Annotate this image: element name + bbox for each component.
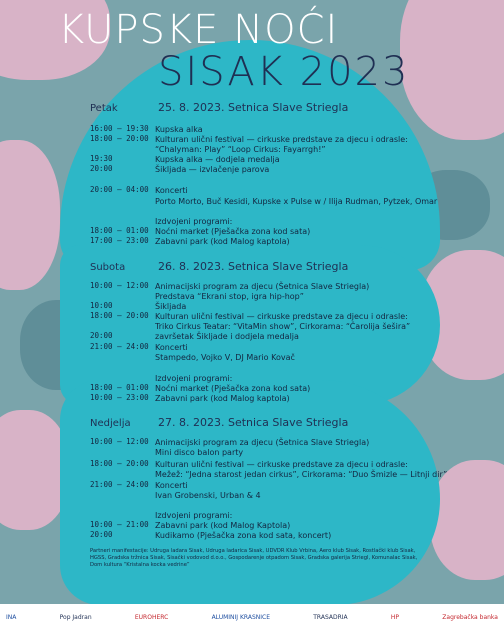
sponsor-logos — [0, 604, 504, 630]
event-desc: Animacijski program za djecu (Šetnica Slave Striegla) — [155, 438, 370, 447]
day-date: 27. 8. 2023. Setnica Slave Striegla — [158, 416, 349, 429]
event-desc: Predstava “Ekrani stop, igra hip-hop” — [155, 292, 304, 301]
event-desc: Kupska alka — dodjela medalja — [155, 155, 280, 164]
event-time: 20:00 — [90, 331, 113, 340]
event-time: 10:00 – 12:00 — [90, 437, 149, 446]
event-desc: Kupska alka — [155, 125, 203, 134]
event-desc: Ivan Grobenski, Urban & 4 — [155, 491, 261, 500]
event-time: 10:00 — [90, 301, 113, 310]
event-time: 18:00 – 20:00 — [90, 459, 149, 468]
sponsor-logo: EUROHERC — [134, 613, 169, 621]
event-time: 20:00 — [90, 530, 113, 539]
event-desc: Kudikamo (Pješačka zona kod sata, koncert) — [155, 531, 332, 540]
event-desc: Animacijski program za djecu (Šetnica Slave Striegla) — [155, 282, 370, 291]
event-desc: Koncerti — [155, 481, 188, 490]
bg-shape — [400, 0, 504, 140]
title-line2: SISAK 2023 — [158, 49, 410, 95]
day-header — [90, 260, 348, 273]
event-time: 18:00 – 01:00 — [90, 383, 149, 392]
event-desc: Porto Morto, Buč Kesidi, Kupske x Pulse w / Ilija Rudman, Pytzek, Omar — [155, 197, 438, 206]
event-desc: Zabavni park (kod Malog Kaptola) — [155, 521, 291, 530]
event-time: 20:00 — [90, 164, 113, 173]
sponsor-logo: HP — [390, 613, 400, 621]
event-desc: Šikljada — izvlačenje parova — [155, 165, 270, 174]
sponsor-logo: TRASADRIA — [313, 613, 348, 621]
event-time: 10:00 – 21:00 — [90, 520, 149, 529]
event-time: 20:00 – 04:00 — [90, 185, 149, 194]
event-desc: Mežež: “Jedna starost jedan cirkus”, Cirkorama: “Duo Šmizle — Litnji dir” — [155, 470, 448, 479]
title-line1: KUPSKE NOĆI — [58, 7, 339, 53]
event-time: 21:00 – 24:00 — [90, 480, 149, 489]
day-name: Subota — [90, 262, 126, 273]
event-time: 19:30 — [90, 154, 113, 163]
event-desc: Šikljada — [155, 302, 187, 311]
event-desc: Izdvojeni programi: — [155, 374, 233, 383]
event-desc: Noćni market (Pješačka zona kod sata) — [155, 384, 311, 393]
bg-shape — [0, 140, 60, 290]
event-desc: Kulturan ulični festival — cirkuske predstave za djecu i odrasle: — [155, 312, 408, 321]
event-desc: završetak Šikljade i dodjela medalja — [155, 332, 299, 341]
event-desc: Zabavni park (kod Malog kaptola) — [155, 237, 290, 246]
partners-text: Partneri manifestacije: Udruga ladara Sisak, Udruga ladarica Sisak, UDVDR Klub Vrbina, Aero klub Sisak, Rostlački klub Sisak, HGSS, Gradska tržnica Sisak, Sisački vodovod d.o.o., Gospodarenje otpadom Sisak, Gradska galerija Striegl, Komunalac Sisak, Dom kultura “Kristalna kocka vedrine” — [90, 548, 418, 569]
event-time: 18:00 – 20:00 — [90, 311, 149, 320]
sponsor-logo: ALUMINIJ KRASNICE — [211, 613, 270, 621]
day-name: Nedjelja — [90, 418, 131, 429]
day-date: 26. 8. 2023. Setnica Slave Striegla — [158, 260, 349, 273]
event-desc: Stampedo, Vojko V, DJ Mario Kovač — [155, 353, 295, 362]
event-desc: Triko Cirkus Teatar: “VitaMin show”, Cirkorama: “Čarolija šešira” — [155, 322, 411, 331]
event-desc: Koncerti — [155, 343, 188, 352]
event-time: 16:00 – 19:30 — [90, 124, 149, 133]
event-time: 10:00 – 12:00 — [90, 281, 149, 290]
event-time: 18:00 – 01:00 — [90, 226, 149, 235]
event-time: 18:00 – 20:00 — [90, 134, 149, 143]
event-time: 21:00 – 24:00 — [90, 342, 149, 351]
day-name: Petak — [90, 103, 118, 114]
sponsor-logo: INA — [6, 613, 17, 621]
event-desc: Koncerti — [155, 186, 188, 195]
event-desc: Izdvojeni programi: — [155, 511, 233, 520]
event-time: 17:00 – 23:00 — [90, 236, 149, 245]
event-desc: Kulturan ulični festival — cirkuske predstave za djecu i odrasle: — [155, 135, 408, 144]
sponsor-logo: Pop Jadran — [59, 613, 92, 621]
day-header — [90, 101, 348, 114]
event-desc: Mini disco balon party — [155, 448, 244, 457]
event-desc: Izdvojeni programi: — [155, 217, 233, 226]
event-desc: “Chalyman: Play” “Loop Cirkus: Fayarrgh!” — [155, 145, 326, 154]
sponsor-logo: Zagrebačka banka — [442, 613, 498, 621]
event-time: 10:00 – 23:00 — [90, 393, 149, 402]
event-desc: Kulturan ulični festival — cirkuske predstave za djecu i odrasle: — [155, 460, 408, 469]
event-desc: Zabavni park (kod Malog kaptola) — [155, 394, 290, 403]
event-desc: Noćni market (Pješačka zona kod sata) — [155, 227, 311, 236]
day-date: 25. 8. 2023. Setnica Slave Striegla — [158, 101, 349, 114]
day-header — [90, 416, 348, 429]
